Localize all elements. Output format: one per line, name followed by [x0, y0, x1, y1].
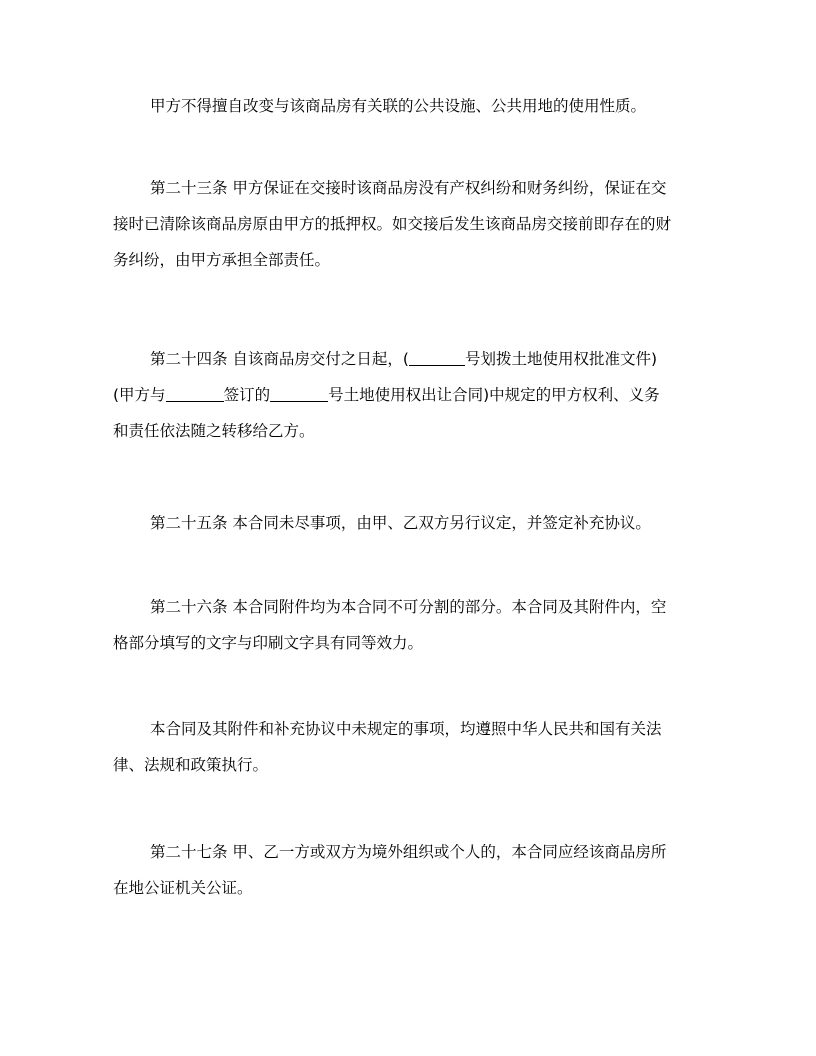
article-24-text-2: 号划拨土地使用权批准文件)(甲方与: [113, 350, 658, 404]
paragraph-article-24: [113, 341, 673, 449]
paragraph-article-26: 第二十六条 本合同附件均为本合同不可分割的部分。本合同及其附件内，空格部分填写的文字与印刷文字具有同等效力。: [113, 598, 667, 652]
article-24-text-1: 第二十四条 自该商品房交付之日起，(: [150, 350, 409, 368]
paragraph-article-27: 第二十七条 甲、乙一方或双方为境外组织或个人的，本合同应经该商品房所在地公证机关公证。: [113, 843, 667, 897]
article-24-text-3: 签订的: [223, 386, 271, 404]
paragraph-article-23: 第二十三条 甲方保证在交接时该商品房没有产权纠纷和财务纠纷，保证在交接时已清除该商品房原由甲方的抵押权。如交接后发生该商品房交接前即存在的财务纠纷，由甲方承担全部责任。: [113, 179, 672, 269]
blank-counterparty: [166, 386, 224, 403]
blank-approval-number: [409, 350, 465, 367]
paragraph-applicable-law: 本合同及其附件和补充协议中未规定的事项，均遵照中华人民共和国有关法律、法规和政策执行。: [113, 720, 662, 774]
paragraph-public-facilities: 甲方不得擅自改变与该商品房有关联的公共设施、公共用地的使用性质。: [150, 97, 647, 115]
paragraph-article-25: 第二十五条 本合同未尽事项，由甲、乙双方另行议定，并签定补充协议。: [150, 514, 651, 532]
blank-contract-number: [270, 386, 328, 403]
article-24-text-4: 号土地使用权出让合同)中规定的甲方权利、义务和责任依法随之转移给乙方。: [113, 386, 660, 440]
